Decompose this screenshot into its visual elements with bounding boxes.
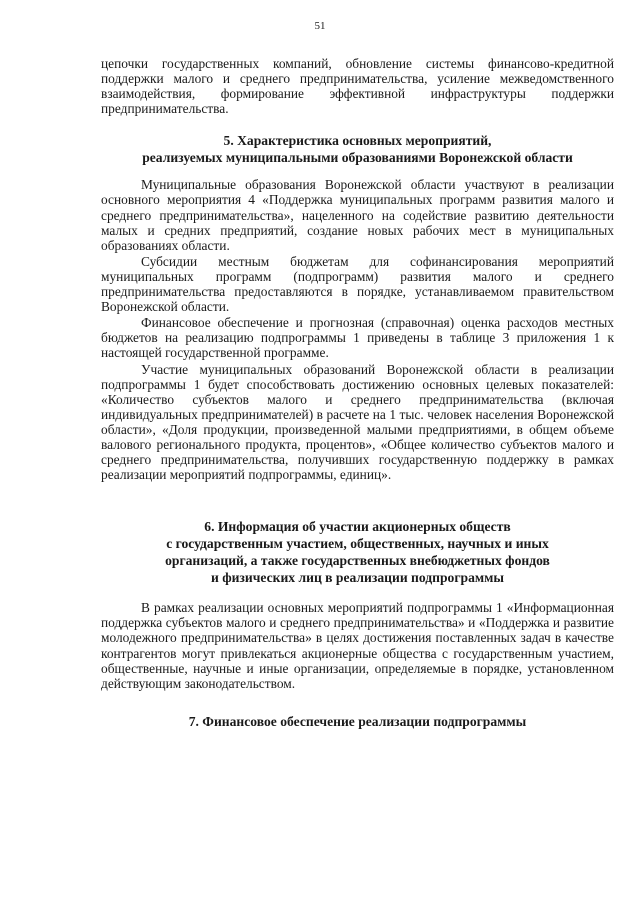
section-7: [101, 713, 614, 730]
section-7-title: 7. Финансовое обеспечение реализации подпрограммы: [188, 713, 527, 729]
section-5-paragraph-1: Муниципальные образования Воронежской области участвуют в реализации основного мероприятия 4 «Поддержка муниципальных программ развития малого и среднего предпринимательства», нацеленного на содействие развитию деятельности малых и средних предприятий, создание новых рабочих мест в муниципальных образованиях области.: [101, 177, 614, 253]
section-6-paragraph: В рамках реализации основных мероприятий подпрограммы 1 «Информационная поддержка субъектов малого и среднего предпринимательства» и «Поддержка и развитие молодежного предпринимательства» в целях достижения поставленных задач в качестве контрагентов могут привлекаться акционерные общества с государственным участием, общественные, научные и иные организации, определяемые в порядке, установленном действующим законодательством.: [101, 600, 614, 691]
section-5-paragraph-4: Участие муниципальных образований Воронежской области в реализации подпрограммы 1 будет способствовать достижению основных целевых показателей: «Количество субъектов малого и среднего предпринимательства (включая индивидуальных предпринимателей) в расчете на 1 тыс. человек населения Воронежской области», «Доля продукции, произведенной малыми предприятиями, в общем объеме валового регионального продукта, процентов», «Общее количество субъектов малого и среднего предпринимательства, получивших государственную поддержку в рамках реализации мероприятий подпрограммы, единиц».: [101, 361, 614, 483]
section-6: [101, 518, 614, 691]
section-5-paragraph-2: Субсидии местным бюджетам для софинансирования мероприятий муниципальных программ (подпрограмм) развития малого и среднего предпринимательства предоставляются в порядке, устанавливаемом правительством Воронежской области.: [101, 253, 614, 315]
intro-paragraph: цепочки государственных компаний, обновление системы финансово-кредитной поддержки малого и среднего предпринимательства, усиление межведомственного взаимодействия, формирование эффективной инфраструктуры поддержки предпринимательства.: [101, 56, 614, 117]
document-body: [101, 56, 614, 730]
section-5-title-line-2: реализуемых муниципальными образованиями Воронежской области: [142, 150, 573, 166]
section-5: [101, 132, 614, 482]
section-5-title-line-1: 5. Характеристика основных мероприятий,: [223, 133, 492, 149]
section-5-paragraph-3: Финансовое обеспечение и прогнозная (справочная) оценка расходов местных бюджетов на реализацию подпрограммы 1 приведены в таблице 3 приложения 1 к настоящей государственной программе.: [101, 315, 614, 361]
section-6-title-line-1: 6. Информация об участии акционерных обществ: [204, 519, 511, 535]
page-number: 51: [314, 20, 326, 32]
section-6-title-line-2: с государственным участием, общественных, научных и иных: [166, 536, 549, 552]
section-6-title-line-3: организаций, а также государственных внебюджетных фондов: [165, 553, 550, 569]
section-6-title-line-4: и физических лиц в реализации подпрограммы: [210, 570, 505, 586]
